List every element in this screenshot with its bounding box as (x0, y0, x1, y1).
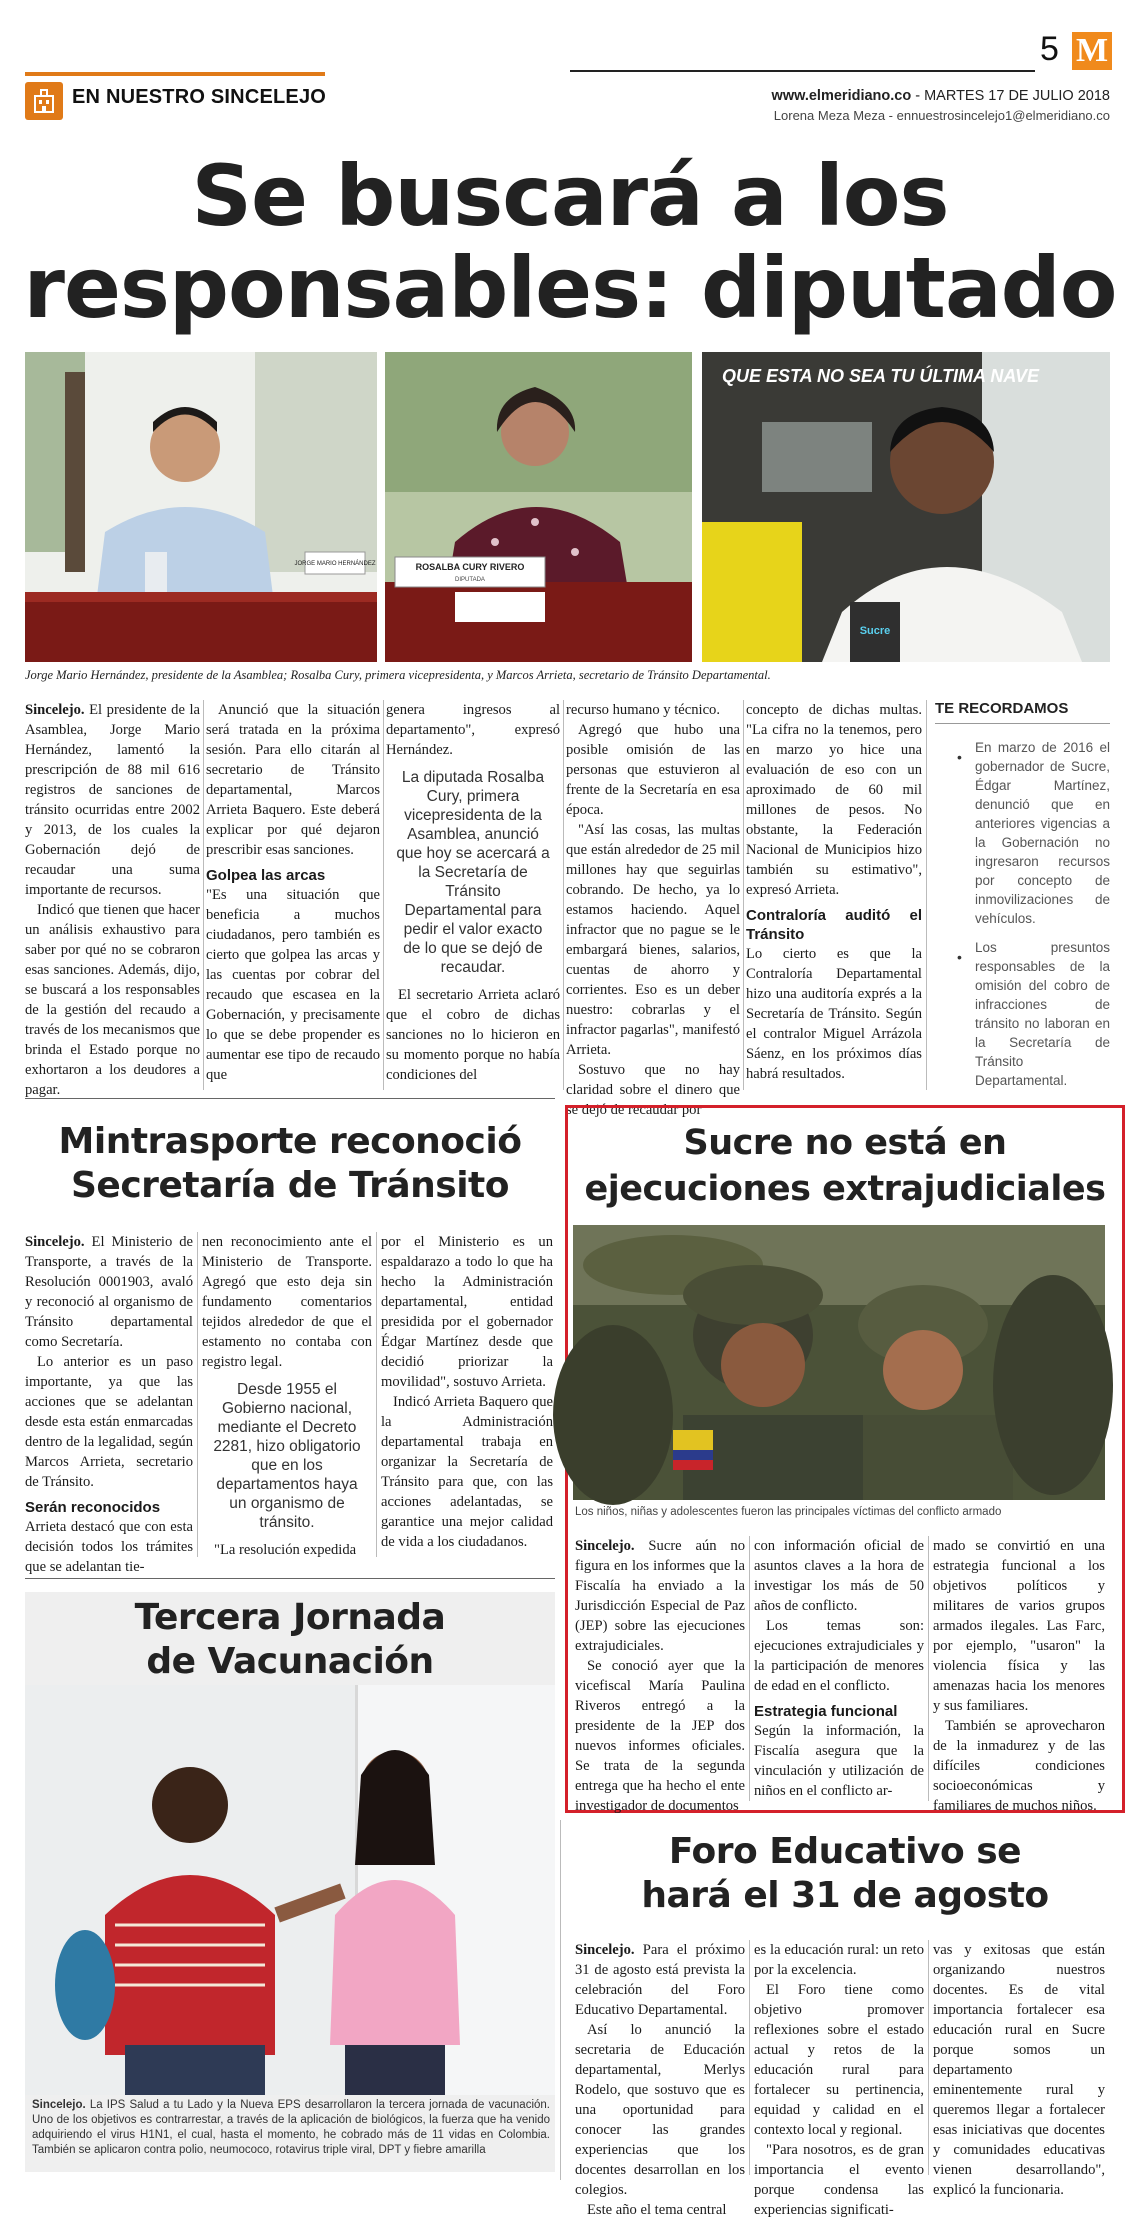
column-divider (749, 1940, 750, 2175)
subhead-contraloria: Contraloría auditó el Tránsito (746, 907, 922, 943)
column-divider (563, 700, 564, 1090)
article1-col3: genera ingresos al departamento", expresó Hernández. La diputada Rosalba Cury, primera vicepresidenta de la Asamblea, anunció que hoy se acercará a la Secretaría de Tránsito Departamental para pedir el valor exacto de lo que se dejó de recaudar. El secretario Arrieta aclaró que el cobro de dichas sanciones no lo hicieron en su momento porque no había condiciones del (386, 702, 560, 1083)
photo-rosalba-cury (385, 352, 692, 662)
column-divider (928, 1940, 929, 2175)
dateline-city: Sincelejo. (25, 702, 85, 718)
photo-vaccination (25, 1685, 555, 2095)
article3-headline: Sucre no está en ejecuciones extrajudiciales (584, 1123, 1106, 1209)
article3-col2: con información oficial de asuntos claves a la hora de investigar los más de 50 años de conflicto. Los temas son: ejecuciones extrajudiciales y la participación de menores de edad en el conflicto. Estrategia funcional Según la información, la Fiscalía asegura que la vinculación y utilización de niños en el conflicto ar- (754, 1538, 924, 1799)
photo-caption-1: Jorge Mario Hernández, presidente de la Asamblea; Rosalba Cury, primera vicepresidenta, y Marcos Arrieta, secretario de Tránsito Departamental. (25, 668, 771, 682)
article3-col3: mado se convirtió en una estrategia funcional a los objetivos políticos y militares de varios grupos armados ilegales. Las Farc, por ejemplo, "usaron" la violencia física y las amenazas hacia los menores y sus familiares. También se aprovecharon de la inmadurez y de las difíciles condiciones socioeconómicas y familiares de muchos niños. (933, 1538, 1105, 1814)
article5-col1: Sincelejo. Para el próximo 31 de agosto está prevista la celebración del Foro Educativo Departamental. Así lo anunció la secretaria de Educación departamental, Merlys Rodelo, que sostuvo que es una oportunidad para conocer las grandes experiencias que los docentes desarrollan en los colegios. Este año el tema central (575, 1942, 745, 2218)
placard-rosalba: ROSALBA CURY RIVERO (415, 562, 525, 572)
mic-label: Sucre (859, 625, 891, 637)
dateline (700, 88, 1110, 104)
newspaper-logo: M (1072, 32, 1112, 70)
article2-col3: por el Ministerio es un espaldarazo a todo lo que ha hecho la Administración departamental, entidad presidida por el gobernador Édgar Martínez desde que decidió priorizar la movilidad", sostuvo Arrieta. Indicó Arrieta Baquero que la Administración departamental trabaja en organizar la Secretaría de Tránsito para que, con las acciones adelantadas, se garantice una mejor calidad de vida a los ciudadanos. (381, 1234, 553, 1550)
column-divider (926, 700, 927, 1090)
billboard-text: QUE ESTA NO SEA TU ÚLTIMA NAVE (722, 366, 1040, 386)
photo-child-soldiers (573, 1225, 1105, 1500)
article1-col4: recurso humano y técnico. Agregó que hubo una posible omisión de las personas que estuvieron al frente de la Secretaría en esa época. "Así las cosas, las multas que están alrededor de 25 mil millones hay que seguirlas cobrando. De hecho, ya lo estamos haciendo. Aquel infractor que no pague se le embargará bienes, salarios, cuentas de ahorro y corrientes. Eso es un deber nuestro: cobrarlas y el infractor pagarlas", manifestó Arrieta. Sostuvo que no hay claridad sobre el dinero que se dejó de recaudar por (566, 702, 740, 1118)
column-divider (743, 700, 744, 1090)
section-divider (25, 1578, 555, 1579)
section-accent-bar (25, 72, 325, 76)
article5-headline: Foro Educativo se hará el 31 de agosto (641, 1831, 1049, 1916)
vaccination-caption: Sincelejo. La IPS Salud a tu Lado y la Nueva EPS desarrollaron la tercera jornada de vacunación. Uno de los objetivos es contrarrestar, a través de la aplicación de biológicos, la fuerza que ha venido adquiriendo el virus H1N1, el cual, hasta el momento, he cobrado más de 11 vidas en Colombia. También se aplicaron contra polio, neumococo, rotavirus triple viral, DPT y fiebre amarilla (32, 2099, 550, 2156)
article5-col2: es la educación rural: un reto por la excelencia. El Foro tiene como objetivo promover reflexiones sobre el estado actual y retos de la educación rural para fortalecer su pertinencia, equidad y calidad en el contexto local y regional. "Para nosotros, es de gran importancia el evento porque condensa las experiencias significati- (754, 1942, 924, 2218)
article1-col1: Sincelejo. El presidente de la Asamblea, Jorge Mario Hernández, lamentó la prescripción de 88 mil 616 registros de sanciones de tránsito ocurridas entre 2002 y 2013, de los cuales la Gobernación dejó de recaudar una suma importante de recursos. Indicó que tienen que hacer un análisis exhaustivo para saber por qué no se cobraron esas sanciones. Además, dijo, se buscará a los responsables de la gestión del recaudo a través de los mecanismos que brinda el Estado porque no exhortaron a los deudores a pagar. (25, 702, 200, 1098)
headline-line-2: responsables: diputado (23, 239, 1117, 337)
byline: Lorena Meza Meza - ennuestrosincelejo1@elmeridiano.co (773, 108, 1110, 123)
photo-marcos-arrieta (702, 352, 1110, 662)
top-rule (570, 70, 1035, 72)
section-divider (25, 1098, 555, 1099)
article2-headline: Mintrasporte reconoció Secretaría de Tránsito (58, 1121, 522, 1206)
column-divider (749, 1536, 750, 1801)
column-divider (383, 700, 384, 1090)
sidebar-item: • Los presuntos responsables de la omisión del cobro de infracciones de tránsito no laboran en la Secretaría de Tránsito Departamental. (963, 938, 1110, 1090)
column-divider (376, 1232, 377, 1557)
page-number: 5 (1040, 30, 1059, 68)
sidebar-title: TE RECORDAMOS (935, 700, 1069, 717)
subhead-estrategia: Estrategia funcional (754, 1703, 898, 1720)
placard-jorge: JORGE MARIO HERNÁNDEZ (294, 561, 376, 567)
photo-caption-3: Los niños, niñas y adolescentes fueron las principales víctimas del conflicto armado (575, 1506, 1002, 1518)
issue-date: - MARTES 17 DE JULIO 2018 (911, 88, 1110, 104)
building-icon (25, 82, 63, 120)
article3-col1: Sincelejo. Sucre aún no figura en los informes que la Fiscalía ha enviado a la Jurisdicción Especial de Paz (JEP) sobre las ejecuciones extrajudiciales. Se conoció ayer que la vicefiscal María Paulina Riveros entregó a la presidente de la JEP dos nuevos informes oficiales. Se trata de la segunda entrega que ha hecho el ente investigador de documentos (575, 1538, 745, 1814)
headline-line-1: Se buscará a los (191, 147, 949, 245)
sidebar-te-recordamos (935, 700, 1110, 1095)
column-divider (203, 700, 204, 1090)
main-headline (0, 147, 1140, 337)
column-divider (560, 1820, 561, 2180)
article1-col5: concepto de dichas multas. "La cifra no la tenemos, pero en marzo yo hice una evaluación de eso con un aproximado de 60 mil millones de pesos. No obstante, la Federación Nacional de Municipios hizo también su estimativo", expresó Arrieta. Contraloría auditó el Tránsito Lo cierto es que la Contraloría Departamental hizo una auditoría exprés a la Secretaría de Tránsito. Según el contralor Miguel Arrázola Sáenz, en los próximos días habrá resultados. (746, 702, 922, 1082)
subhead-golpea: Golpea las arcas (206, 867, 326, 884)
sidebar-item: • En marzo de 2016 el gobernador de Sucre, Édgar Martínez, denunció que en anteriores vigencias a la Gobernación no ingresaron recursos por concepto de inmovilizaciones de vehículos. (963, 738, 1110, 928)
section-name: EN NUESTRO SINCELEJO (72, 86, 327, 108)
article4-headline: Tercera Jornada de Vacunación (134, 1597, 446, 1682)
subhead-seran: Serán reconocidos (25, 1499, 161, 1516)
article1-col2: Anunció que la situación será tratada en la próxima sesión. Para ello citarán al secretario de Tránsito departamental, Marcos Arrieta Baquero. Este deberá explicar por qué dejaron prescribir esas sanciones. Golpea las arcas "Es una situación que beneficia a muchos ciudadanos, pero también es cierto que golpea las arcas y las cuentas por cobrar del recaudo que escasea en la Gobernación, y precisamente lo que se debe propender es aumentar ese tipo de recaudo que (206, 702, 380, 1083)
article2-col2: nen reconocimiento ante el Ministerio de Transporte. Agregó que esto deja sin fundamento comentarios tejidos alrededor de que el estamento no contaba con registro legal. Desde 1955 el Gobierno nacional, mediante el Decreto 2281, hizo obligatorio que en los departamentos haya un organismo de tránsito. "La resolución expedida (202, 1234, 372, 1558)
column-divider (928, 1536, 929, 1801)
pull-quote-decreto: Desde 1955 el Gobierno nacional, mediante el Decreto 2281, hizo obligatorio que en los departamentos haya un organismo de tránsito. (213, 1381, 361, 1531)
website-link[interactable]: www.elmeridiano.co (771, 88, 912, 104)
photo-jorge-mario (25, 352, 377, 662)
pull-quote-rosalba: La diputada Rosalba Cury, primera vicepresidenta de la Asamblea, anunció que hoy se acercará a la Secretaría de Tránsito Departamental para pedir el valor exacto de lo que se dejó de recaudar. (396, 769, 550, 976)
placard-diputada: DIPUTADA (455, 577, 485, 583)
article5-col3: vas y exitosas que están organizando nuestros docentes. Es de vital importancia fortalecer esa educación rural en Sucre porque somos un departamento eminentemente rural y queremos llegar a fortalecer esas iniciativas que docentes y comunidades educativas vienen desarrollando", explicó la funcionaria. (933, 1942, 1105, 2198)
article2-col1: Sincelejo. El Ministerio de Transporte, a través de la Resolución 0001903, avaló y reconoció al organismo de Tránsito departamental como Secretaría. Lo anterior es un paso importante, ya que las acciones que se adelantan desde esta están enmarcadas dentro de la legalidad, según Marcos Arrieta, secretario de Tránsito. Serán reconocidos Arrieta destacó que con esta decisión todos los trámites que se adelantan tie- (25, 1234, 193, 1575)
column-divider (197, 1232, 198, 1557)
